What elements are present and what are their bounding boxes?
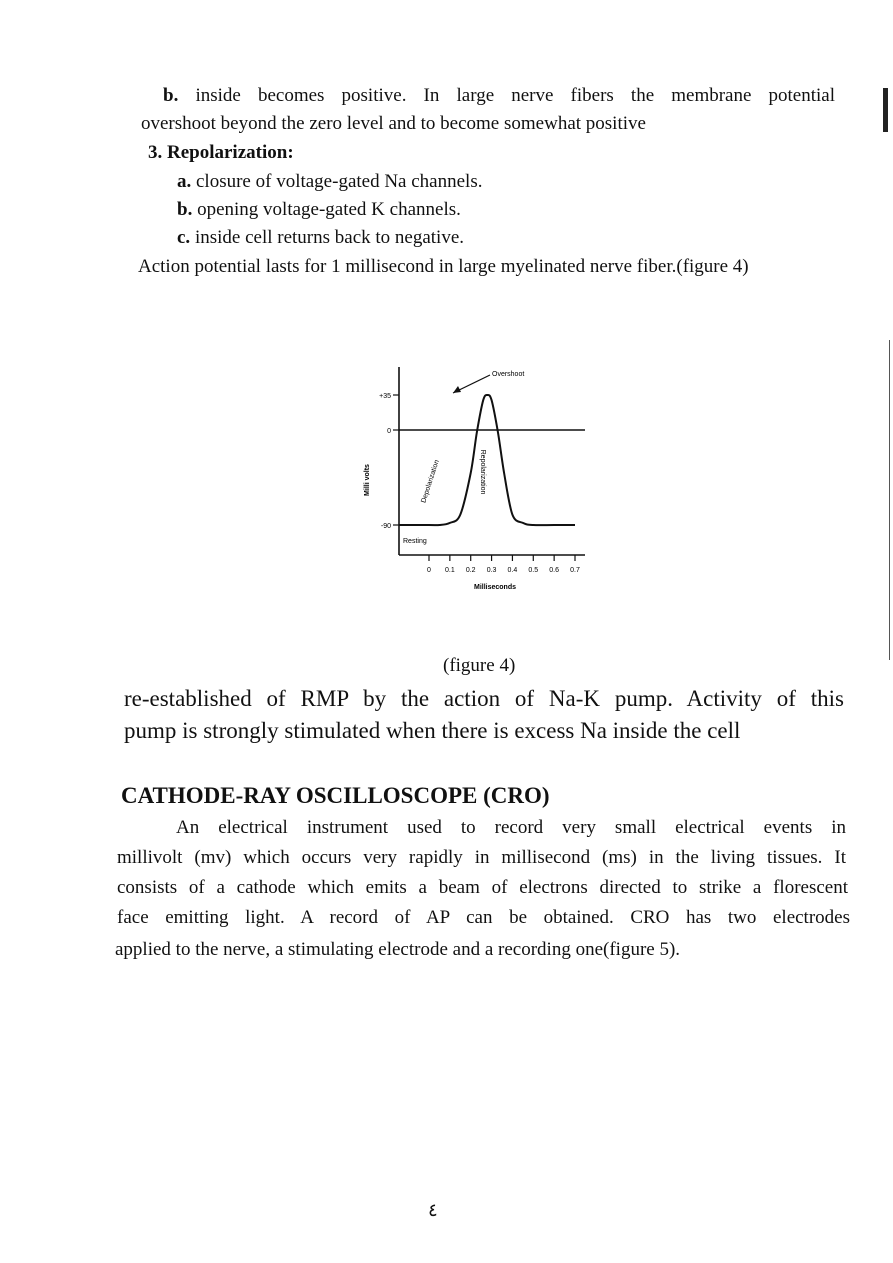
list-item-b-line2: overshoot beyond the zero level and to become somewhat positive bbox=[141, 113, 646, 134]
x-tick-label: 0.6 bbox=[549, 567, 560, 574]
cro-heading: CATHODE-RAY OSCILLOSCOPE (CRO) bbox=[121, 783, 550, 808]
y-tick-label: -90 bbox=[380, 523, 391, 530]
section-heading-repolarization bbox=[148, 141, 294, 165]
y-tick-label: 0 bbox=[387, 428, 391, 435]
list-item-b bbox=[177, 198, 461, 222]
list-marker: b. bbox=[163, 85, 179, 106]
scan-edge-mark bbox=[883, 88, 888, 132]
x-tick-label: 0.4 bbox=[507, 567, 518, 574]
list-marker: a. bbox=[177, 171, 192, 192]
x-tick-label: 0.3 bbox=[486, 567, 497, 574]
list-text: inside cell returns back to negative. bbox=[194, 227, 465, 248]
cro-line4: face emitting light. A record of AP can be obtained. CRO has two electrodes bbox=[117, 907, 850, 928]
list-text: closure of voltage-gated Na channels. bbox=[196, 171, 483, 192]
rmp-line2: pump is strongly stimulated when there is excess Na inside the cell bbox=[124, 718, 741, 743]
y-axis-label: Milli volts bbox=[364, 464, 371, 496]
action-potential-sentence: Action potential lasts for 1 millisecond in large myelinated nerve fiber.(figure 4) bbox=[138, 256, 749, 277]
scan-edge-line bbox=[889, 340, 890, 660]
x-tick-label: 0.1 bbox=[444, 567, 455, 574]
x-tick-label: 0 bbox=[427, 567, 431, 574]
figure-caption: (figure 4) bbox=[443, 655, 516, 676]
resting-label: Resting bbox=[403, 538, 427, 545]
list-item-c bbox=[177, 226, 464, 250]
list-item-b-line1 bbox=[163, 84, 835, 108]
list-item-a bbox=[177, 170, 482, 194]
action-potential-curve bbox=[399, 395, 575, 525]
heading-text: 3. Repolarization: bbox=[148, 142, 294, 163]
depolarization-label: Depolarization bbox=[420, 459, 441, 504]
page-number: ٤ bbox=[428, 1200, 438, 1220]
y-tick-label: +35 bbox=[379, 393, 391, 400]
x-tick-label: 0.5 bbox=[528, 567, 539, 574]
repolarization-label: Repolarization bbox=[479, 449, 486, 495]
x-tick-group bbox=[427, 555, 580, 574]
cro-line2: millivolt (mv) which occurs very rapidly in millisecond (ms) in the living tissues. It bbox=[117, 847, 846, 868]
x-tick-label: 0.2 bbox=[465, 567, 476, 574]
list-marker: c. bbox=[177, 227, 191, 248]
x-axis-label: Milliseconds bbox=[473, 584, 517, 591]
overshoot-label: Overshoot bbox=[492, 371, 525, 378]
list-text: inside becomes positive. In large nerve fibers the membrane potential bbox=[195, 85, 836, 106]
list-marker: b. bbox=[177, 199, 193, 220]
cro-line5: applied to the nerve, a stimulating electrode and a recording one(figure 5). bbox=[115, 939, 681, 960]
rmp-line1: re-established of RMP by the action of Na-K pump. Activity of this bbox=[124, 686, 844, 711]
cro-line1: An electrical instrument used to record very small electrical events in bbox=[176, 817, 846, 838]
action-potential-chart bbox=[355, 355, 600, 600]
cro-line3: consists of a cathode which emits a beam of electrons directed to strike a florescent bbox=[117, 877, 848, 898]
list-text: opening voltage-gated K channels. bbox=[197, 199, 461, 220]
x-tick-label: 0.7 bbox=[570, 567, 580, 574]
